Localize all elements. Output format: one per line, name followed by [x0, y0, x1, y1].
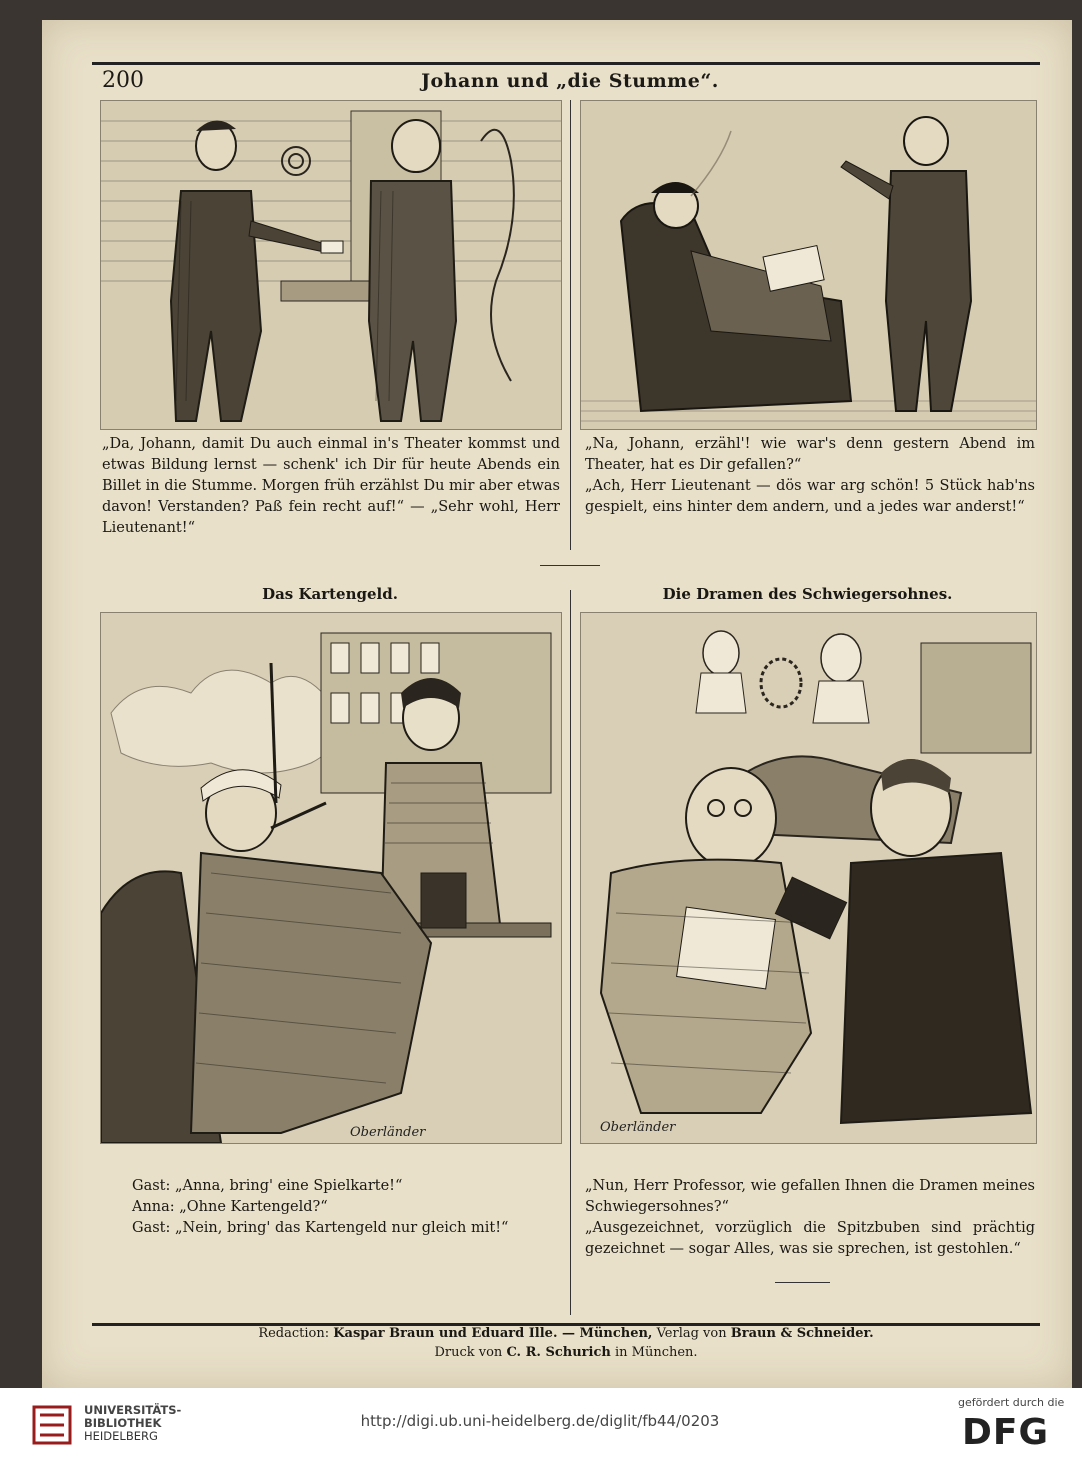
illustration-officer-reclining — [580, 100, 1037, 430]
dialogue-line-guest: Gast: „Anna, bring' eine Spielkarte!“ — [132, 1178, 403, 1194]
imprint-print-label: Druck von — [434, 1345, 503, 1360]
signature-dramen: Oberländer — [600, 1120, 676, 1135]
signature-kartengeld: Oberländer — [350, 1125, 426, 1140]
imprint-place: in München. — [614, 1345, 698, 1360]
imprint-line-1 — [92, 1325, 1040, 1343]
caption-kartengeld — [132, 1176, 562, 1239]
imprint-line-2 — [92, 1344, 1040, 1362]
caption-dramen — [585, 1176, 1035, 1260]
illustration-officer-ticket — [100, 100, 562, 430]
imprint-publisher-label: Verlag von — [656, 1326, 727, 1341]
caption-servant-answer: „Ach, Herr Lieutenant — dös war arg schön! 5 Stück hab'ns gespielt, eins hinter dem andern, und a jedes war anderst!“ — [585, 478, 1035, 515]
imprint-redaction-label: Redaction: — [258, 1326, 330, 1341]
caption-officer-report — [585, 434, 1035, 518]
illustration-dramen — [580, 612, 1037, 1144]
library-line-1: UNIVERSITÄTS- — [84, 1403, 182, 1417]
page-title: Johann und „die Stumme“. — [421, 70, 719, 92]
caption-dramen-answer: „Ausgezeichnet, vorzüglich die Spitzbuben sind prächtig gezeichnet — sogar Alles, was sie sprechen, ist gestohlen.“ — [585, 1220, 1035, 1257]
caption-officer-ticket-text: „Da, Johann, damit Du auch einmal in's Theater kommst und etwas Bildung lernst — schenk' ich Dir für heute Abends ein Billet in die Stumme. Morgen früh erzählst Du mir aber etwas davon! Verstanden? Paß fein recht auf!“ — „Sehr wohl, Herr Lieutenant!“ — [102, 436, 560, 536]
imprint-printer: C. R. Schurich — [506, 1345, 611, 1360]
section-title-kartengeld: Das Kartengeld. — [262, 585, 398, 603]
imprint-publisher: Braun & Schneider. — [730, 1326, 874, 1341]
dialogue-line-guest-reply: Gast: „Nein, bring' das Kartengeld nur gleich mit!“ — [132, 1220, 509, 1236]
funder-caption: gefördert durch die — [958, 1396, 1065, 1409]
section-title-dramen: Die Dramen des Schwiegersohnes. — [662, 585, 953, 603]
end-separator — [775, 1282, 830, 1283]
university-library-name — [84, 1404, 181, 1443]
caption-officer-question: „Na, Johann, erzähl'! wie war's denn gestern Abend im Theater, hat es Dir gefallen?“ — [585, 436, 1035, 473]
page-number: 200 — [102, 68, 144, 93]
caption-dramen-question: „Nun, Herr Professor, wie gefallen Ihnen die Dramen meines Schwiegersohnes?“ — [585, 1178, 1035, 1215]
imprint-editors: Kaspar Braun und Eduard Ille. — München, — [333, 1326, 653, 1341]
caption-officer-ticket — [102, 434, 560, 539]
university-logo-icon — [30, 1403, 74, 1447]
section-separator — [540, 565, 600, 566]
column-rule-bottom — [570, 590, 571, 1315]
column-rule-top — [570, 100, 571, 550]
library-line-2: BIBLIOTHEK — [84, 1416, 162, 1430]
dfg-logo: DFG — [962, 1412, 1050, 1453]
permalink-url[interactable]: http://digi.ub.uni-heidelberg.de/diglit/fb44/0203 — [360, 1412, 720, 1430]
library-line-3: HEIDELBERG — [84, 1429, 158, 1443]
dialogue-line-anna: Anna: „Ohne Kartengeld?“ — [132, 1199, 328, 1215]
illustration-kartengeld — [100, 612, 562, 1144]
